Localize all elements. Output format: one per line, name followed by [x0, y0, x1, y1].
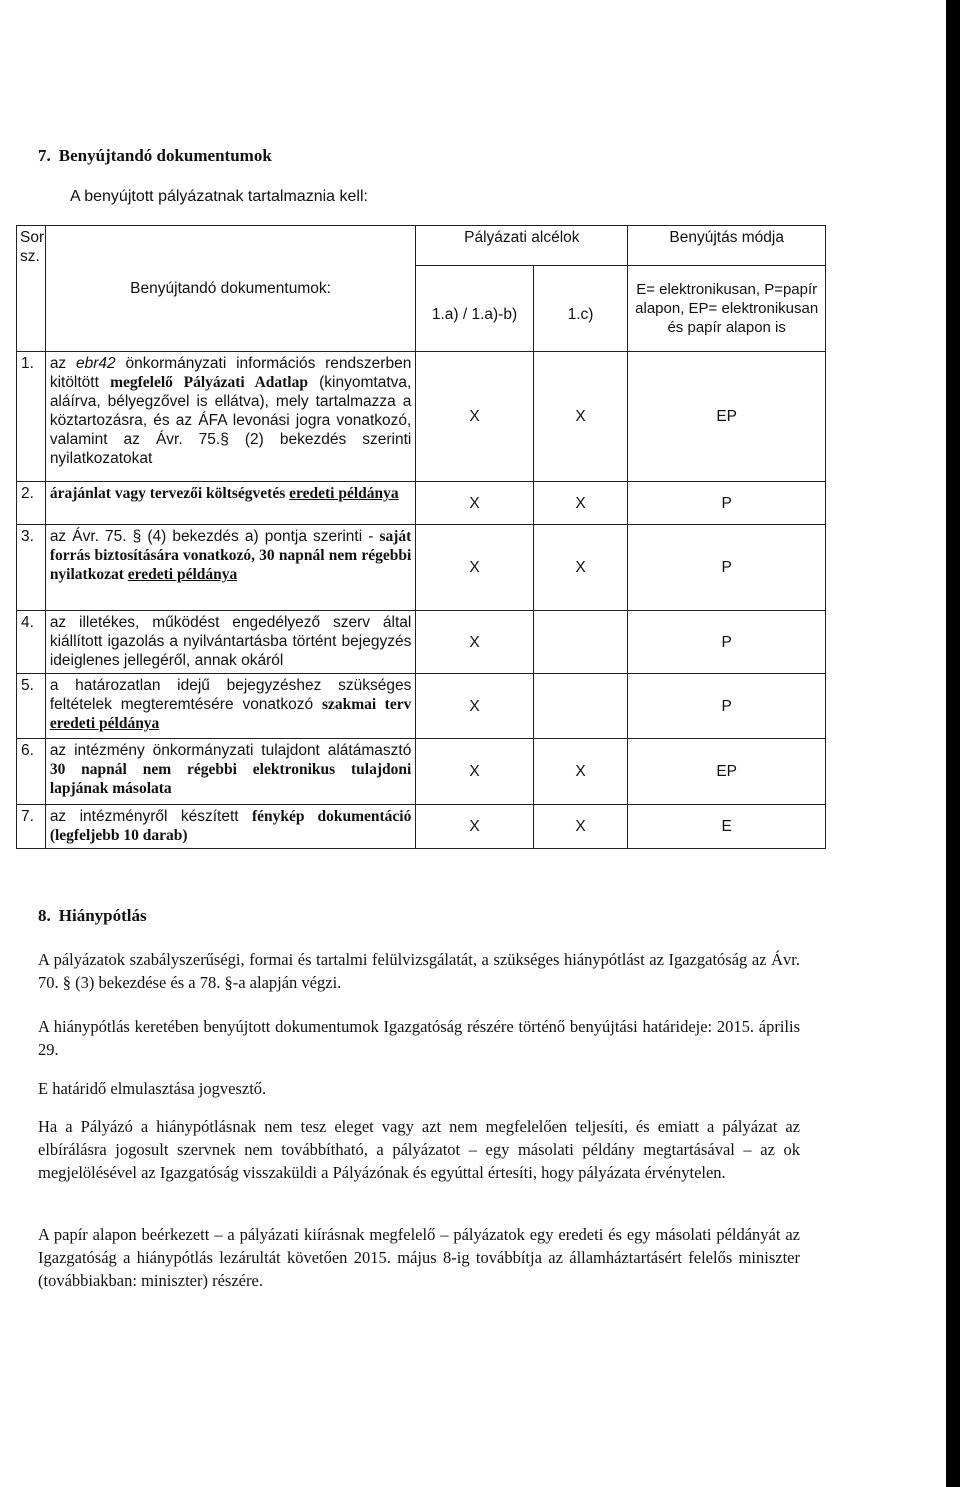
section-7-number: 7. — [38, 146, 51, 165]
row-number: 6. — [17, 739, 46, 805]
header-sub-a: 1.a) / 1.a)-b) — [416, 266, 533, 352]
submission-mode: EP — [628, 352, 826, 482]
submission-mode: P — [628, 525, 826, 611]
row-number: 5. — [17, 674, 46, 739]
row-number: 1. — [17, 352, 46, 482]
table-row — [17, 739, 826, 805]
paragraph-4 — [38, 1115, 800, 1184]
header-mode: Benyújtás módja — [628, 226, 826, 266]
doc-text: az Ávr. 75. § (4) bekezdés a) pontja szerinti - — [49, 528, 380, 545]
header-sub-c: 1.c) — [533, 266, 628, 352]
submission-mode: P — [628, 482, 826, 525]
document-description — [45, 525, 416, 611]
header-row-number-2: sz. — [20, 248, 40, 265]
doc-text: a határozatlan idejű bejegyzéshez szükséges feltételek megteremtésére vonatkozó — [49, 677, 412, 713]
mark-sub-c: X — [533, 525, 628, 611]
doc-text: önkormányzati információs rendszerben kitöltött — [49, 355, 412, 391]
mark-sub-a: X — [416, 482, 533, 525]
doc-text: az intézményről készített — [49, 808, 252, 825]
document-description — [45, 611, 416, 674]
doc-text-bold-underline: eredeti példánya — [289, 485, 399, 502]
submission-mode: P — [628, 674, 826, 739]
mark-sub-c — [533, 674, 628, 739]
paragraph-text: E határidő elmulasztása jogvesztő. — [38, 1079, 267, 1098]
document-description — [45, 352, 416, 482]
section-8-title: Hiánypótlás — [58, 906, 147, 925]
mark-sub-c: X — [533, 482, 628, 525]
header-mode-legend: E= elektronikusan, P=papír alapon, EP= elektronikusan és papír alapon is — [628, 266, 826, 352]
doc-text-bold: szakmai terv — [321, 696, 412, 713]
row-number: 7. — [17, 805, 46, 849]
row-number: 2. — [17, 482, 46, 525]
doc-text: (kinyomtatva, aláírva, bélyegzővel is ellátva), mely tartalmazza a köztartozásra, és az ÁFA levonási jogra vonatkozó, valamint az Ávr. 75.§ (2) bekezdés szerinti nyilatkozatokat — [49, 374, 412, 467]
doc-text-bold: fénykép dokumentáció (legfeljebb 10 darab) — [49, 808, 412, 844]
scan-edge-bar — [946, 0, 960, 1487]
table-header-row-1 — [17, 226, 826, 266]
doc-text: az intézmény önkormányzati tulajdont alátámasztó — [49, 742, 412, 759]
table-row — [17, 674, 826, 739]
table-row — [17, 805, 826, 849]
paragraph-text: A pályázatok szabályszerűségi, formai és tartalmi felülvizsgálatát, a szükséges hiánypótlást az Igazgatóság az Ávr. 70. § (3) bekezdése és a 78. §-a alapján végzi. — [38, 950, 800, 992]
section-8-number: 8. — [38, 906, 51, 925]
doc-text-bold-underline: eredeti példánya — [127, 566, 238, 583]
doc-text: az illetékes, működést engedélyező szerv által kiállított igazolás a nyilvántartásba történt bejegyzés ideiglenes jellegéről, annak okáról — [49, 614, 412, 669]
table-row — [17, 482, 826, 525]
paragraph-3 — [38, 1077, 800, 1100]
section-7-heading — [38, 146, 272, 166]
table-row — [17, 611, 826, 674]
paragraph-text: A papír alapon beérkezett – a pályázati kiírásnak megfelelő – pályázatok egy eredeti és egy másolati példányát az Igazgatóság a hiánypótlás lezárultát követően 2015. május 8-ig továbbítja az államháztartásért felelős miniszter (továbbiakban: miniszter) részére. — [38, 1225, 800, 1290]
mark-sub-c: X — [533, 805, 628, 849]
mark-sub-a: X — [416, 352, 533, 482]
paragraph-5 — [38, 1223, 800, 1292]
mark-sub-c — [533, 611, 628, 674]
table-row — [17, 352, 826, 482]
mark-sub-a: X — [416, 674, 533, 739]
table-intro: A benyújtott pályázatnak tartalmaznia kell: — [70, 188, 368, 205]
section-7-title: Benyújtandó dokumentumok — [58, 146, 272, 165]
doc-text-bold: árajánlat vagy tervezői költségvetés — [49, 485, 290, 502]
row-number: 3. — [17, 525, 46, 611]
header-row-number — [17, 226, 46, 352]
doc-text: az — [49, 355, 76, 372]
section-8-heading — [38, 906, 147, 926]
document-description — [45, 674, 416, 739]
table-row — [17, 525, 826, 611]
paragraph-1 — [38, 948, 800, 994]
submission-mode: EP — [628, 739, 826, 805]
header-subgroups: Pályázati alcélok — [416, 226, 628, 266]
doc-text-bold-underline: eredeti példánya — [49, 715, 160, 732]
document-description — [45, 805, 416, 849]
mark-sub-a: X — [416, 805, 533, 849]
mark-sub-c: X — [533, 352, 628, 482]
documents-table — [16, 225, 826, 849]
doc-text-bold: megfelelő Pályázati Adatlap — [110, 374, 308, 391]
header-row-number-1: Sor — [20, 229, 45, 246]
mark-sub-a: X — [416, 525, 533, 611]
submission-mode: P — [628, 611, 826, 674]
mark-sub-a: X — [416, 739, 533, 805]
doc-text-system: ebr42 — [76, 355, 116, 372]
paragraph-2 — [38, 1015, 800, 1061]
submission-mode: E — [628, 805, 826, 849]
paragraph-text: A hiánypótlás keretében benyújtott dokumentumok Igazgatóság részére történő benyújtási határideje: 2015. április 29. — [38, 1017, 800, 1059]
mark-sub-a: X — [416, 611, 533, 674]
document-description — [45, 739, 416, 805]
document-description — [45, 482, 416, 525]
paragraph-text: Ha a Pályázó a hiánypótlásnak nem tesz eleget vagy azt nem megfelelően teljesíti, és emiatt a pályázat az elbírálásra jogosult szervnek nem továbbítható, a pályázatot – egy másolati példány megtartásával – az ok megjelölésével az Igazgatóság visszaküldi a Pályázónak és egyúttal értesíti, hogy pályázata érvénytelen. — [38, 1117, 800, 1182]
row-number: 4. — [17, 611, 46, 674]
doc-text-bold: 30 napnál nem régebbi elektronikus tulajdoni lapjának másolata — [49, 761, 412, 797]
mark-sub-c: X — [533, 739, 628, 805]
doc-text-bold: saját forrás biztosítására vonatkozó, 30 napnál nem régebbi nyilatkozat — [49, 528, 412, 583]
header-documents: Benyújtandó dokumentumok: — [45, 226, 416, 352]
